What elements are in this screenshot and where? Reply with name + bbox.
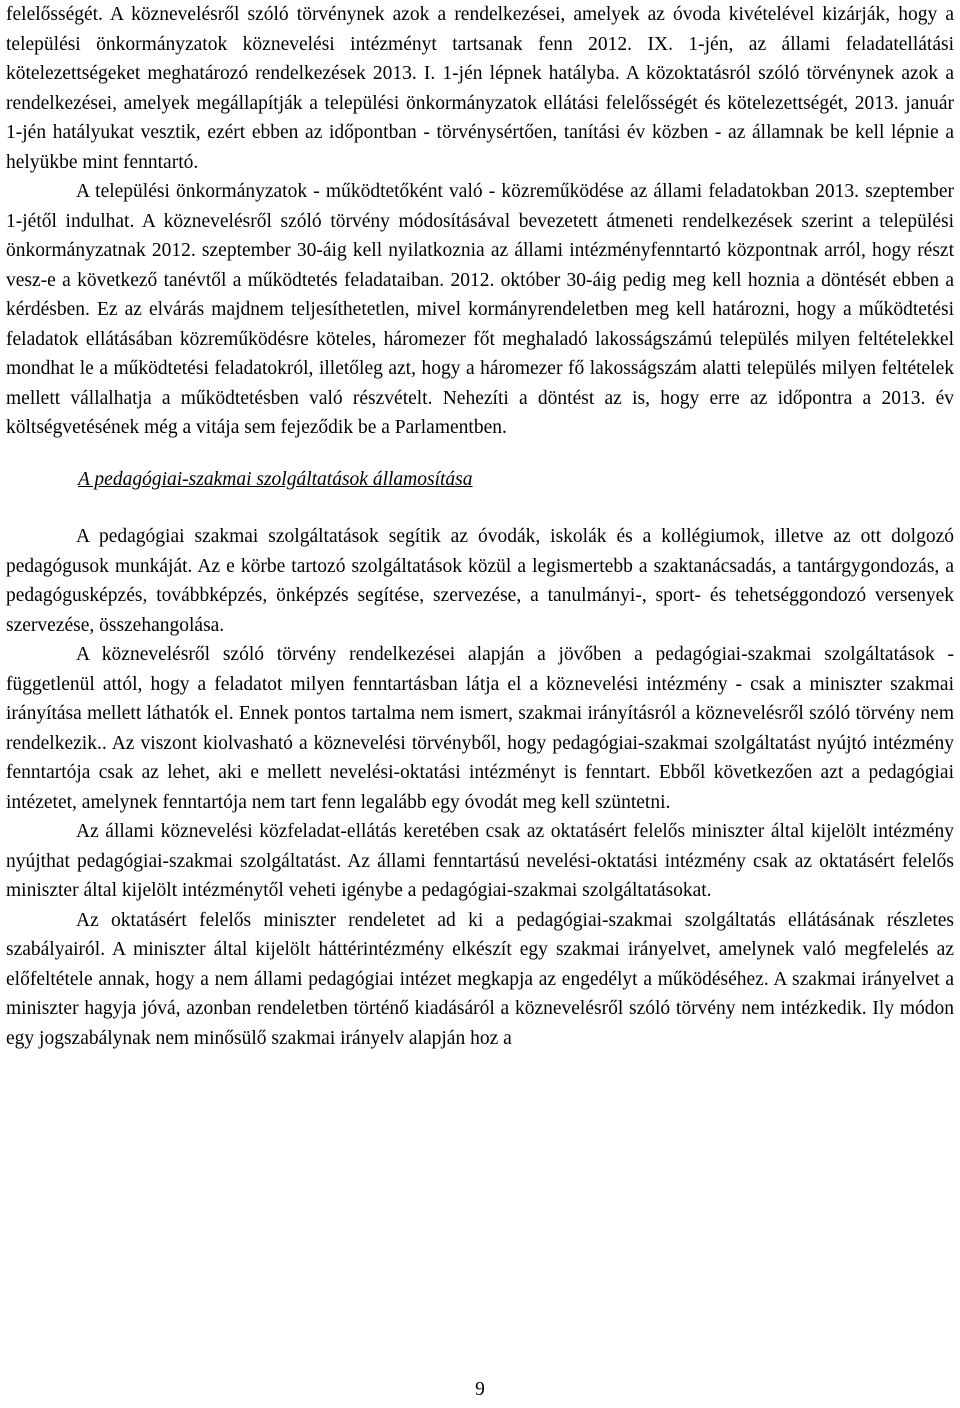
section-heading: A pedagógiai-szakmai szolgáltatások államosítása [78,468,473,490]
paragraph-2: A települési önkormányzatok - működtetőként való - közreműködése az állami feladatokban 2013. szeptember 1-jétől indulhat. A köznevelésről szóló törvény módosításával bevezetett átmeneti rendelkezések szerint a települési önkormányzatnak 2012. szeptember 30-áig kell nyilatkoznia az állami intézményfenntartó központnak arról, hogy részt vesz-e a következő tanévtől a működtetés feladataiban. 2012. október 30-áig pedig meg kell hoznia a döntését ebben a kérdésben. Ez az elvárás majdnem teljesíthetetlen, mivel kormányrendeletben meg kell határozni, hogy a működtetési feladatok ellátásában közreműködésre köteles, háromezer főt meghaladó lakosságszámú település milyen feltételekkel mondhat le a működtetési feladatokról, illetőleg azt, hogy a háromezer fő lakosságszám alatti település milyen feltételek mellett vállalhatja a működtetésben való részvételt. Nehezíti a döntést az is, hogy erre az időpontra a 2013. év költségvetésének még a vitája sem fejeződik be a Parlamentben. [6,181,954,438]
paragraph-5: Az állami köznevelési közfeladat-ellátás keretében csak az oktatásért felelős miniszter által kijelölt intézmény nyújthat pedagógiai-szakmai szolgáltatást. Az állami fenntartású nevelési-oktatási intézmény csak az oktatásért felelős miniszter által kijelölt intézménytől veheti igénybe a pedagógiai-szakmai szolgáltatásokat. [6,821,954,901]
paragraph-4: A köznevelésről szóló törvény rendelkezései alapján a jövőben a pedagógiai-szakmai szolgáltatások - függetlenül attól, hogy a feladatot milyen fenntartásban látja el a köznevelési intézmény - csak a miniszter szakmai irányítása mellett láthatók el. Ennek pontos tartalma nem ismert, szakmai irányításról a köznevelésről szóló törvény nem rendelkezik.. Az viszont kiolvasható a köznevelési törvényből, hogy pedagógiai-szakmai szolgáltatást nyújtó intézmény fenntartója csak az lehet, aki e mellett nevelési-oktatási intézményt is fenntart. Ebből következően azt a pedagógiai intézetet, amelynek fenntartója nem tart fenn legalább egy óvodát meg kell szüntetni. [6,644,954,813]
paragraph-1: felelősségét. A köznevelésről szóló törvénynek azok a rendelkezései, amelyek az óvoda kivételével kizárják, hogy a települési önkormányzatok köznevelési intézményt tartsanak fenn 2012. IX. 1-jén, az állami feladatellátási kötelezettségeket meghatározó rendelkezések 2013. I. 1-jén lépnek hatályba. A közoktatásról szóló törvénynek azok a rendelkezései, amelyek megállapítják a települési önkormányzatok ellátási felelősségét és kötelezettségét, 2013. január 1-jén hatályukat vesztik, ezért ebben az időpontban - törvénysértően, tanítási év közben - az államnak be kell lépnie a helyükbe mint fenntartó. [6,4,954,173]
document-page [6,0,954,1053]
paragraph-6: Az oktatásért felelős miniszter rendeletet ad ki a pedagógiai-szakmai szolgáltatás ellátásának részletes szabályairól. A miniszter által kijelölt háttérintézmény elkészít egy szakmai irányelvet, amelynek való megfelelés az előfeltétele annak, hogy a nem állami pedagógiai intézet megkapja az engedélyt a működéséhez. A szakmai irányelvet a miniszter hagyja jóvá, azonban rendeletben történő kiadásáról a köznevelésről szóló törvény nem intézkedik. Ily módon egy jogszabálynak nem minősülő szakmai irányelv alapján hoz a [6,909,954,1049]
page-number: 9 [475,1379,485,1400]
paragraph-3: A pedagógiai szakmai szolgáltatások segítik az óvodák, iskolák és a kollégiumok, illetve az ott dolgozó pedagógusok munkáját. Az e körbe tartozó szolgáltatások közül a legismertebb a szaktanácsadás, a tantárgygondozás, a pedagógusképzés, továbbképzés, önképzés segítése, szervezése, a tanulmányi-, sport- és tehetséggondozó versenyek szervezése, összehangolása. [6,526,954,636]
